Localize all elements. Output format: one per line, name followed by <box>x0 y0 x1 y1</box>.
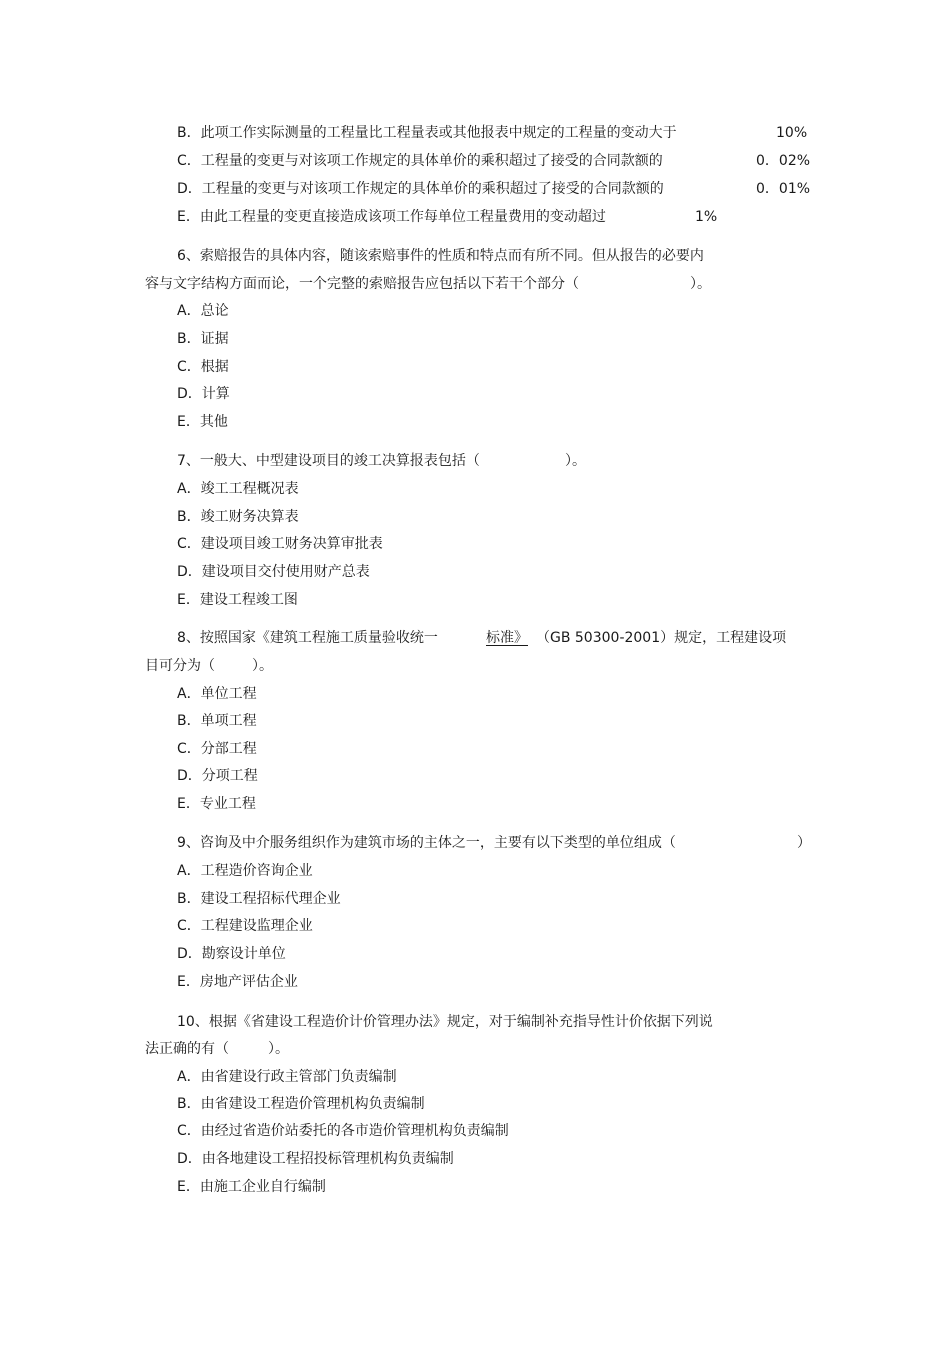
q10-option-c: C．由经过省造价站委托的各市造价管理机构负责编制 <box>177 1123 509 1139</box>
q7-stem-bracket-close: ）。 <box>565 453 586 469</box>
q6-option-b: B．证据 <box>177 331 229 347</box>
q6-option-d: D．计算 <box>177 386 230 402</box>
q5-option-c: C．工程量的变更与对该项工作规定的具体单价的乘积超过了接受的合同款额的 <box>177 153 663 169</box>
q9-option-e: E．房地产评估企业 <box>177 974 298 990</box>
q5-option-e-value: 1% <box>695 209 718 225</box>
q5-option-b: B．此项工作实际测量的工程量比工程量表或其他报表中规定的工程量的变动大于 <box>177 125 677 141</box>
q5-option-e: E．由此工程量的变更直接造成该项工作每单位工程量费用的变动超过 <box>177 209 606 225</box>
q8-stem-line1-end: （GB 50300-2001）规定，工程建设项 <box>536 630 787 646</box>
q8-option-e: E．专业工程 <box>177 796 256 812</box>
q7-option-b: B．竣工财务决算表 <box>177 509 299 525</box>
q5-option-c-value: 0．02% <box>756 153 811 169</box>
q8-stem-bracket-close: ）。 <box>252 658 273 674</box>
q7-option-d: D．建设项目交付使用财产总表 <box>177 564 370 580</box>
q8-stem-underlined-word: 标准》 <box>486 630 528 646</box>
q8-stem-line1-start: 8、按照国家《建筑工程施工质量验收统一 <box>177 630 438 646</box>
q10-option-a: A．由省建设行政主管部门负责编制 <box>177 1069 397 1085</box>
q8-stem-line2: 目可分为（ <box>145 658 215 674</box>
q9-option-d: D．勘察设计单位 <box>177 946 286 962</box>
q9-stem: 9、咨询及中介服务组织作为建筑市场的主体之一，主要有以下类型的单位组成（ <box>177 835 676 851</box>
q10-option-e: E．由施工企业自行编制 <box>177 1179 326 1195</box>
q7-option-c: C．建设项目竣工财务决算审批表 <box>177 536 383 552</box>
q5-option-b-value: 10% <box>776 125 808 141</box>
q10-stem-line1: 10、根据《省建设工程造价计价管理办法》规定，对于编制补充指导性计价依据下列说 <box>177 1014 713 1030</box>
q10-option-b: B．由省建设工程造价管理机构负责编制 <box>177 1096 425 1112</box>
q8-option-b: B．单项工程 <box>177 713 257 729</box>
q6-option-a: A．总论 <box>177 303 229 319</box>
q10-stem-line2: 法正确的有（ <box>145 1041 229 1057</box>
q9-stem-bracket-close: ） <box>797 835 811 851</box>
q7-option-a: A．竣工工程概况表 <box>177 481 299 497</box>
q9-option-b: B．建设工程招标代理企业 <box>177 891 341 907</box>
q6-option-e: E．其他 <box>177 414 228 430</box>
q7-option-e: E．建设工程竣工图 <box>177 592 298 608</box>
q6-stem-bracket-close: ）。 <box>690 276 711 292</box>
q9-option-a: A．工程造价咨询企业 <box>177 863 313 879</box>
q8-option-c: C．分部工程 <box>177 741 257 757</box>
q9-option-c: C．工程建设监理企业 <box>177 918 313 934</box>
q7-stem: 7、一般大、中型建设项目的竣工决算报表包括（ <box>177 453 480 469</box>
q6-stem-line2: 容与文字结构方面而论，一个完整的索赔报告应包括以下若干个部分（ <box>145 276 579 292</box>
q8-option-d: D．分项工程 <box>177 768 258 784</box>
q10-option-d: D．由各地建设工程招投标管理机构负责编制 <box>177 1151 454 1167</box>
q10-stem-bracket-close: ）。 <box>268 1041 289 1057</box>
q8-option-a: A．单位工程 <box>177 686 257 702</box>
q6-stem-line1: 6、索赔报告的具体内容，随该索赔事件的性质和特点而有所不同。但从报告的必要内 <box>177 248 704 264</box>
q5-option-d: D．工程量的变更与对该项工作规定的具体单价的乘积超过了接受的合同款额的 <box>177 181 664 197</box>
q6-option-c: C．根据 <box>177 359 229 375</box>
q5-option-d-value: 0．01% <box>756 181 811 197</box>
